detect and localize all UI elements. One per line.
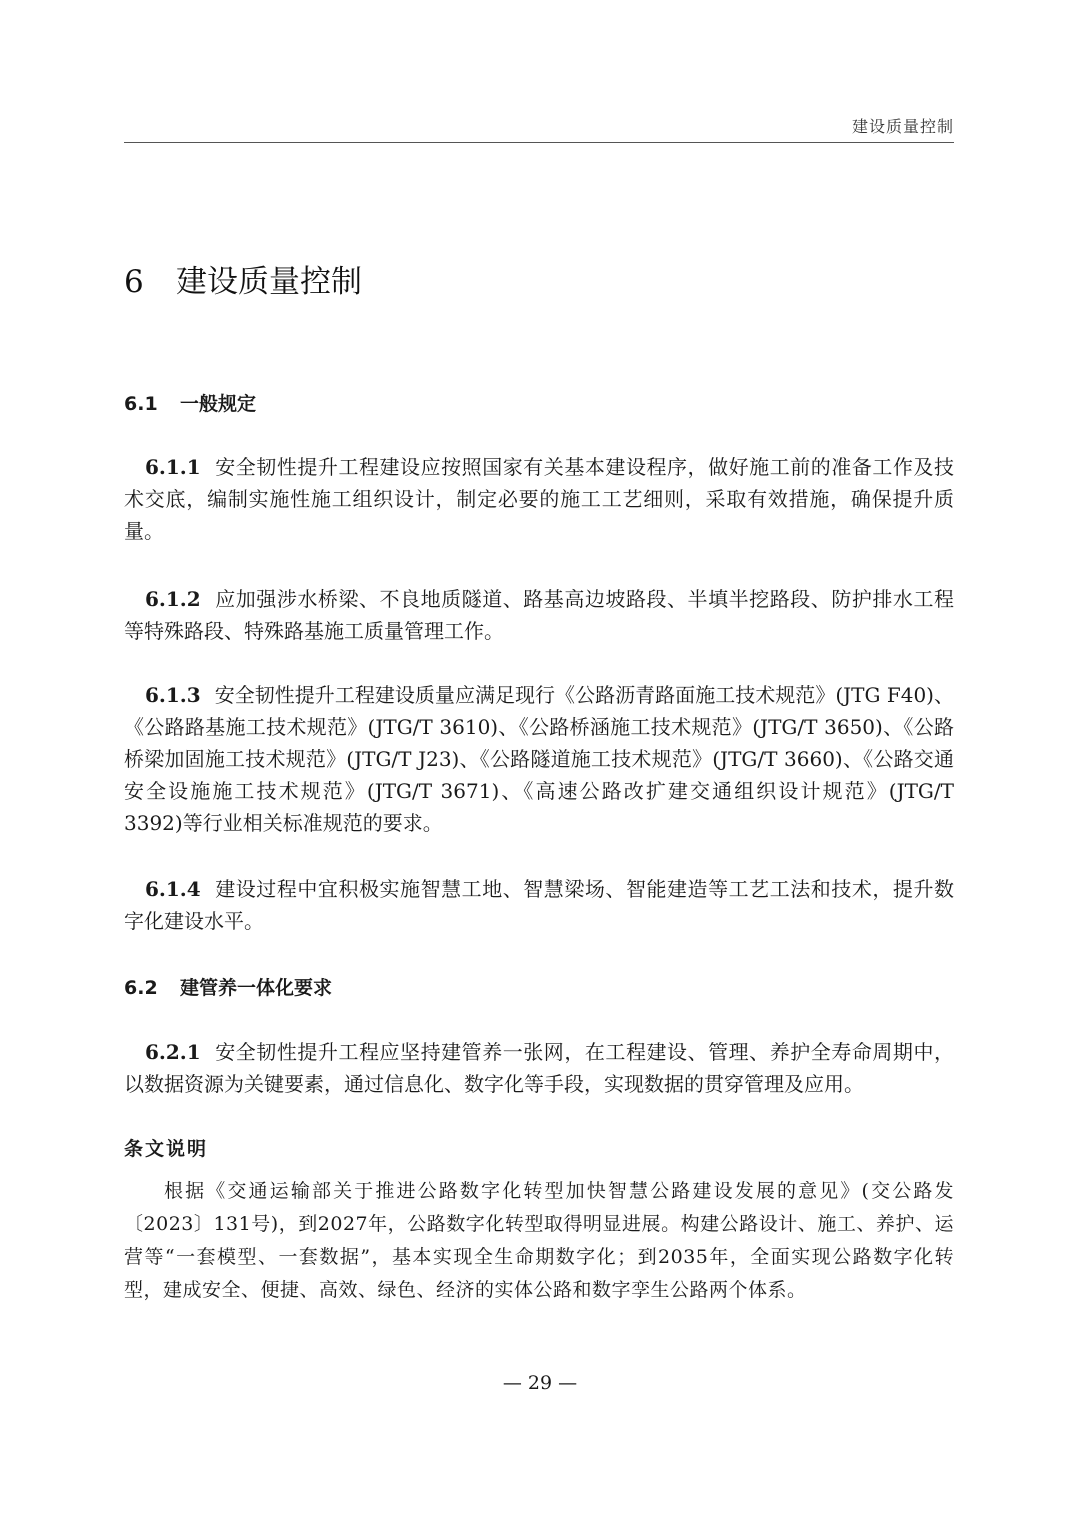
chapter-title: 建设质量控制 <box>176 264 362 300</box>
clause-text: 应加强涉水桥梁、不良地质隧道、路基高边坡路段、半填半挖路段、防护排水工程等特殊路段、特殊路基施工质量管理工作。 <box>124 587 954 643</box>
section-title: 一般规定 <box>180 393 257 415</box>
running-header: 建设质量控制 <box>851 117 954 136</box>
clause-text: 安全韧性提升工程应坚持建管养一张网，在工程建设、管理、养护全寿命周期中，以数据资源为关键要素，通过信息化、数字化等手段，实现数据的贯穿管理及应用。 <box>124 1040 954 1096</box>
clause-6-1-2 <box>124 583 954 647</box>
section-heading-6-2 <box>124 973 332 1000</box>
section-number: 6.2 <box>124 977 158 999</box>
clause-number: 6.2.1 <box>145 1040 201 1064</box>
clause-text: 建设过程中宜积极实施智慧工地、智慧梁场、智能建造等工艺工法和技术，提升数字化建设水平。 <box>124 877 954 933</box>
chapter-number: 6 <box>124 264 144 300</box>
page-number: — 29 — <box>502 1372 578 1394</box>
clause-number: 6.1.1 <box>145 455 201 479</box>
clause-6-1-4 <box>124 873 954 937</box>
clause-text: 安全韧性提升工程建设应按照国家有关基本建设程序，做好施工前的准备工作及技术交底，编制实施性施工组织设计，制定必要的施工工艺细则，采取有效措施，确保提升质量。 <box>124 455 954 543</box>
section-number: 6.1 <box>124 393 158 415</box>
clause-number: 6.1.2 <box>145 587 201 611</box>
clause-6-2-1 <box>124 1036 954 1100</box>
chapter-heading <box>124 256 362 301</box>
clause-text: 安全韧性提升工程建设质量应满足现行《公路沥青路面施工技术规范》(JTG F40)、《公路路基施工技术规范》(JTG/T 3610)、《公路桥涵施工技术规范》(JTG/T 3650)、《公路桥梁加固施工技术规范》(JTG/T J23)、《公路隧道施工技术规范》(JTG/T 3660)、《公路交通安全设施施工技术规范》(JTG/T 3671)、《高速公路改扩建交通组织设计规范》(JTG/T 3392)等行业相关标准规范的要求。 <box>124 683 954 835</box>
header-divider <box>124 142 954 143</box>
clause-6-1-1 <box>124 451 954 547</box>
commentary-text: 根据《交通运输部关于推进公路数字化转型加快智慧公路建设发展的意见》(交公路发〔2023〕131号)，到2027年，公路数字化转型取得明显进展。构建公路设计、施工、养护、运营等“一套模型、一套数据”，基本实现全生命期数字化；到2035年，全面实现公路数字化转型，建成安全、便捷、高效、绿色、经济的实体公路和数字孪生公路两个体系。 <box>124 1180 954 1301</box>
clause-6-1-3 <box>124 679 954 839</box>
section-heading-6-1 <box>124 389 256 416</box>
clause-number: 6.1.3 <box>145 683 201 707</box>
commentary-title: 条文说明 <box>124 1138 209 1160</box>
clause-number: 6.1.4 <box>145 877 201 901</box>
section-title: 建管养一体化要求 <box>180 977 333 999</box>
